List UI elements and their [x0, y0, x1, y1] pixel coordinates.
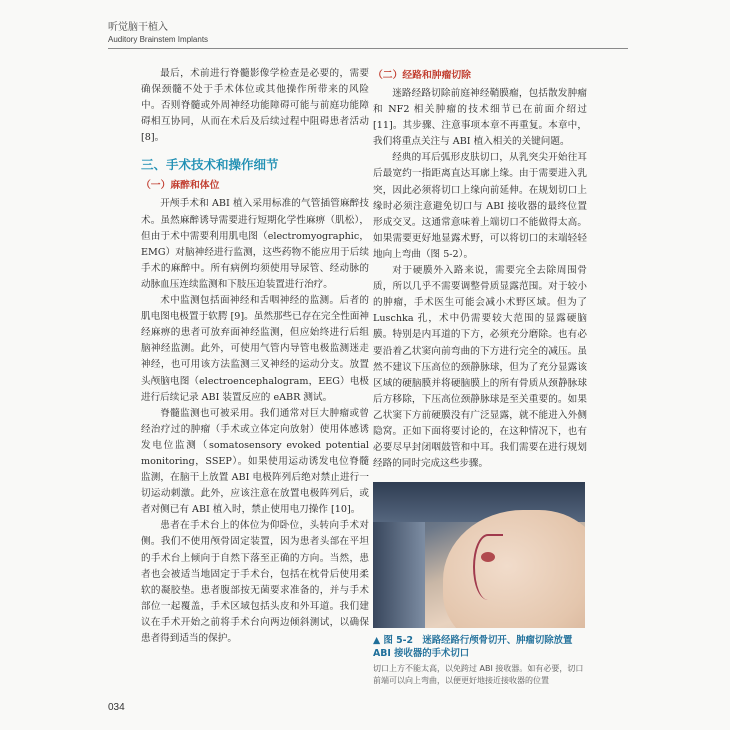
incision-marking [473, 534, 503, 600]
section-title: 三、手术技术和操作细节 [141, 157, 279, 173]
running-head-en: Auditory Brainstem Implants [108, 35, 209, 44]
paragraph-monitoring: 术中监测包括面神经和舌咽神经的监测。后者的肌电图电极置于软腭 [9]。虽然那些已存在完全性面神经麻痹的患者可放弃面神经监测，但应始终进行后组脑神经监测。此外，可使用气管内导管电极监测迷走神经，也可用该方法监测三叉神经的运动分支。放置头颅脑电图（electroencephalogram，EEG）电极进行后续记录 ABI 装置反应的 eABR 测试。 [141, 295, 369, 403]
paragraph-positioning: 患者在手术台上的体位为仰卧位，头转向手术对侧。我们不使用颅骨固定装置，因为患者头部在平坦的手术台上倾向于自然下落至正确的方向。当然，患者也会被适当地固定于手术台，包括在枕骨后使用柔软的凝胶垫。患者腹部按无菌要求准备的，并与手术部位一起覆盖，手术区域包括头皮和外耳道。我们建议在手术开始之前将手术台向两边倾斜测试，以确保患者得到适当的保护。 [141, 520, 369, 644]
scalp-region [443, 510, 585, 628]
surgical-incision-photo [373, 482, 585, 628]
intro-paragraph: 最后，术前进行脊髓影像学检查是必要的，需要确保颈髓不处于手术体位或其他操作所带来的风险中。否则脊髓或外周神经功能障碍可能与前庭功能障碍相互协同，从而在术后及后续过程中阻碍患者活动 [8]。 [141, 68, 369, 144]
surgical-drape-left [373, 522, 425, 628]
paragraph-exposure: 对于硬膜外入路来说，需要完全去除周围骨质，所以几乎不需要调整骨质显露范围。对于较小的肿瘤，手术医生可能会减小术野区域。但为了 Luschka 孔，术中仍需要较大范围的显露硬脑膜。特别是内耳道的下方，必须充分磨除。也有必要沿着乙状窦向前弯曲的下方进行完全的减压。虽然不建议下压高位的颈静脉球，但为了充分显露该区域的硬脑膜并将硬脑膜上的所有骨质从颈静脉球后方移除，下压高位颈静脉球是至关重要的。如果乙状窦下方前硬膜没有广泛显露，就不能进入外侧隐窝。正如下面将要讨论的，在这种情况下，也有必要尽早封闭咽鼓管和中耳。我们需要在进行规划经路的同时完成这些步骤。 [373, 265, 587, 470]
figure-caption [373, 634, 587, 687]
paragraph-approach: 迷路经路切除前庭神经鞘膜瘤，包括散发肿瘤和 NF2 相关肿瘤的技术细节已在前面介绍过 [11]。其步骤、注意事项本章不再重复。本章中，我们将重点关注与 ABI 植入相关的关键问题。 [373, 88, 587, 148]
figure-caption-title: ▲ 图 5-2 迷路经路行颅骨切开、肿瘤切除放置 ABI 接收器的手术切口 [373, 635, 573, 659]
header-divider [108, 48, 628, 49]
paragraph-incision: 经典的耳后弧形皮肤切口，从乳突尖开始往耳后最宽约一指距离直达耳廓上缘。由于需要进入乳突，因此必须将切口上缘向前延伸。在规划切口上缘时必须注意避免切口与 ABI 接收器的最终位置形成交叉。这通常意味着上端切口不能做得太高。如果需要更好地显露术野，可以将切口的末端轻轻地向上弯曲（图 5-2）。 [373, 152, 587, 260]
incision-site [481, 552, 495, 562]
figure-caption-note: 切口上方不能太高，以免跨过 ABI 接收器。如有必要，切口前端可以向上弯曲，以便更好地接近接收器的位置 [373, 664, 584, 685]
paragraph-spinal-monitoring: 脊髓监测也可被采用。我们通常对巨大肿瘤或曾经治疗过的肿瘤（手术或立体定向放射）使用体感诱发电位监测（somatosensory evoked potential monitoring，SSEP）。如果使用运动诱发电位脊髓监测，在脑干上放置 ABI 电极阵列后绝对禁止进行一切运动刺激。此外，应该注意在放置电极阵列后，或者对侧已有 ABI 植入时，禁止使用电刀操作 [10]。 [141, 407, 369, 516]
page-number: 034 [108, 702, 125, 713]
running-head-zh: 听觉脑干植入 [108, 22, 168, 33]
running-head [108, 22, 208, 46]
paragraph-anesthesia: 开颅手术和 ABI 植入采用标准的气管插管麻醉技术。虽然麻醉诱导需要进行短期化学性麻痹（肌松），但由于术中需要利用肌电图（electromyographic，EMG）对脑神经进行监测，这些药物不能应用于后续手术的麻醉中。所有病例均须使用导尿管、经动脉的动脉血压连续监测和下肢压迫装置进行治疗。 [141, 198, 369, 290]
right-column [373, 66, 587, 472]
subsection-title-approach: （二）经路和肿瘤切除 [373, 70, 471, 81]
subsection-title-anesthesia: （一）麻醉和体位 [141, 180, 220, 192]
left-column [141, 66, 369, 647]
